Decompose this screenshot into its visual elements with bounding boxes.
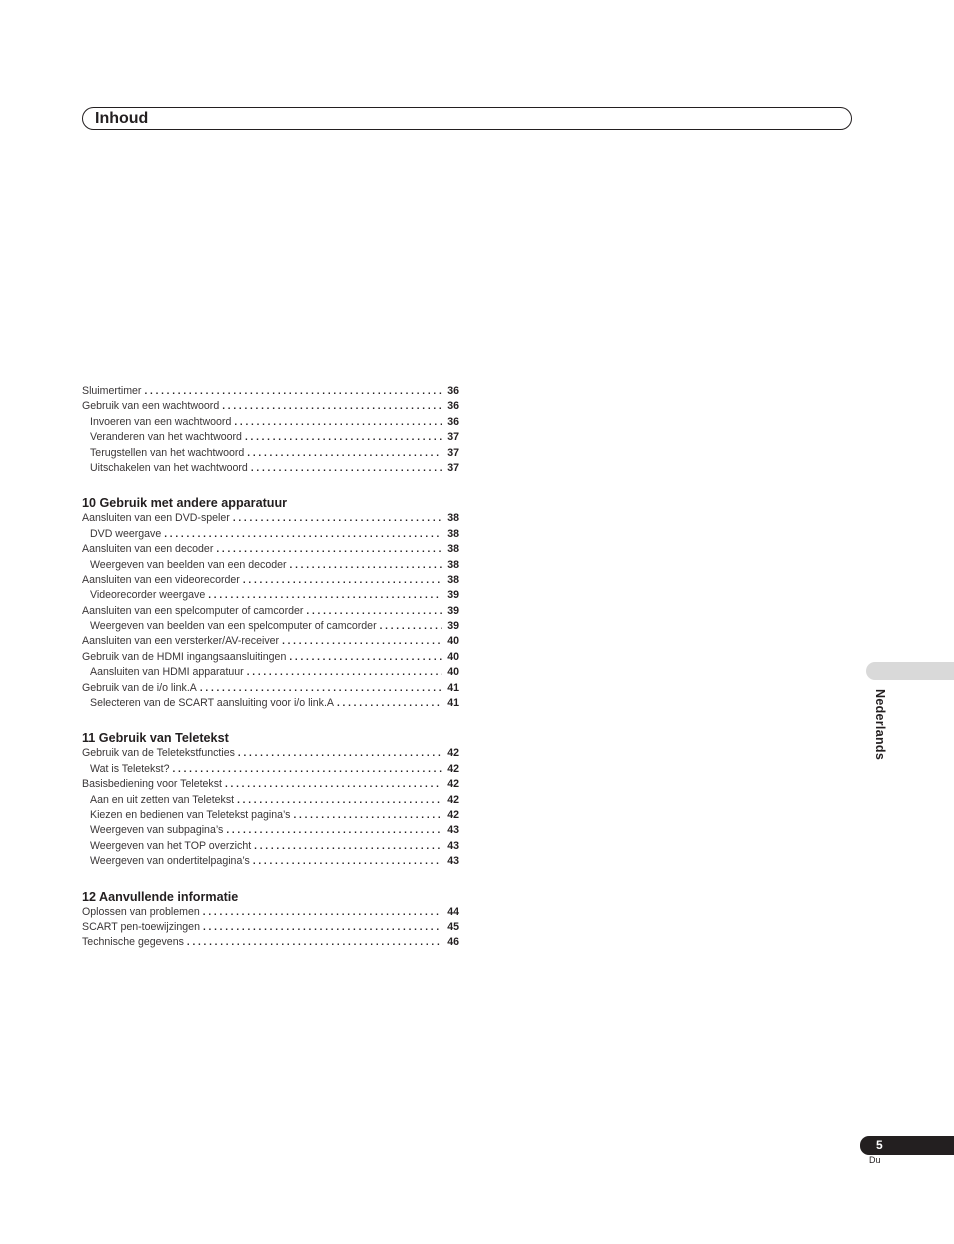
toc-entry-page: 42 (447, 762, 459, 775)
toc-leader-dots (203, 905, 442, 920)
toc-entry-page: 39 (447, 620, 459, 633)
toc-entry-title: Terugstellen van het wachtwoord (90, 446, 245, 459)
toc-entry-page: 37 (447, 431, 459, 444)
toc-entry-page: 38 (447, 512, 459, 525)
toc-leader-dots (254, 839, 442, 854)
toc-entry-page: 37 (447, 446, 459, 459)
toc-entry (82, 399, 459, 414)
toc-entry-title: Weergeven van het TOP overzicht (90, 839, 252, 852)
toc-entry (82, 588, 459, 603)
page-number: 5 (876, 1138, 883, 1152)
toc-entry (82, 634, 459, 649)
toc-entry (82, 446, 459, 461)
toc-section-heading: 12 Aanvullende informatie (82, 889, 239, 904)
page-number-tab (860, 1136, 954, 1155)
toc-entry-page: 41 (447, 697, 459, 710)
toc-entry (82, 854, 459, 869)
toc-entry (82, 461, 459, 476)
toc-entry-title: Sluimertimer (82, 385, 142, 397)
toc-entry (82, 808, 459, 823)
toc-leader-dots (233, 511, 442, 526)
toc-entry-title: Weergeven van beelden van een decoder (90, 558, 287, 571)
toc-leader-dots (247, 665, 442, 680)
toc-entry-title: Gebruik van een wachtwoord (82, 400, 220, 413)
toc-entry-page: 43 (447, 824, 459, 837)
toc-entry (82, 542, 459, 557)
toc-entry (82, 430, 459, 445)
toc-leader-dots (306, 604, 442, 619)
toc-leader-dots (247, 446, 442, 461)
toc-entry-title: Aansluiten van een videorecorder (82, 573, 240, 586)
toc-leader-dots (290, 558, 442, 573)
toc-leader-dots (225, 777, 442, 792)
toc-entry-page: 36 (447, 415, 459, 428)
toc-entry (82, 762, 459, 777)
toc-entry-title: Invoeren van een wachtwoord (90, 415, 232, 428)
toc-entry (82, 604, 459, 619)
toc-entry-page: 39 (447, 589, 459, 602)
toc-entry-page: 41 (447, 681, 459, 694)
header-bar (82, 107, 852, 130)
toc-entry-title: Veranderen van het wachtwoord (90, 431, 242, 444)
page-language-code: Du (869, 1155, 881, 1165)
toc-leader-dots (164, 527, 442, 542)
toc-entry (82, 905, 459, 920)
toc-entry-title: Weergeven van beelden van een spelcomputer of camcorder (90, 620, 377, 633)
toc-entry (82, 681, 459, 696)
toc-leader-dots (243, 573, 442, 588)
toc-leader-dots (216, 542, 442, 557)
toc-entry-page: 44 (447, 905, 459, 918)
toc-entry-title: SCART pen-toewijzingen (82, 920, 200, 933)
toc-leader-dots (289, 650, 442, 665)
toc-entry (82, 793, 459, 808)
toc-entry-title: Aansluiten van een DVD-speler (82, 512, 230, 525)
toc-entry-page: 42 (447, 778, 459, 791)
toc-leader-dots (234, 415, 442, 430)
toc-leader-dots (144, 384, 442, 399)
toc-leader-dots (203, 920, 442, 935)
toc-entry-title: Gebruik van de Teletekstfuncties (82, 747, 235, 760)
table-of-contents (82, 384, 459, 951)
language-tab (866, 662, 954, 680)
toc-entry-page: 36 (447, 400, 459, 413)
toc-entry-page: 39 (447, 604, 459, 617)
toc-entry-title: Gebruik van de i/o link.A (82, 681, 197, 694)
toc-entry-page: 40 (447, 666, 459, 679)
toc-leader-dots (238, 746, 442, 761)
toc-leader-dots (293, 808, 442, 823)
toc-entry (82, 558, 459, 573)
toc-entry (82, 573, 459, 588)
toc-entry (82, 650, 459, 665)
toc-leader-dots (237, 793, 442, 808)
toc-entry-page: 42 (447, 793, 459, 806)
toc-entry-page: 43 (447, 855, 459, 868)
toc-entry-page: 38 (447, 558, 459, 571)
toc-leader-dots (282, 634, 442, 649)
toc-entry-title: DVD weergave (90, 527, 162, 540)
toc-leader-dots (251, 461, 442, 476)
toc-entry-page: 36 (447, 385, 459, 397)
toc-entry-page: 38 (447, 543, 459, 556)
toc-entry-page: 42 (447, 747, 459, 760)
toc-entry (82, 746, 459, 761)
toc-entry-title: Aansluiten van een spelcomputer of camcorder (82, 604, 304, 617)
toc-entry-title: Technische gegevens (82, 936, 184, 949)
toc-entry-title: Aan en uit zetten van Teletekst (90, 793, 235, 806)
toc-entry (82, 415, 459, 430)
toc-entry-title: Oplossen van problemen (82, 905, 200, 918)
toc-entry-page: 40 (447, 650, 459, 663)
toc-entry-page: 38 (447, 527, 459, 540)
toc-section-heading: 11 Gebruik van Teletekst (82, 731, 229, 746)
toc-leader-dots (380, 619, 442, 634)
toc-entry-page: 42 (447, 808, 459, 821)
toc-section-heading: 10 Gebruik met andere apparatuur (82, 496, 288, 511)
toc-leader-dots (187, 935, 442, 950)
toc-entry-title: Weergeven van subpagina’s (90, 824, 224, 837)
toc-entry-page: 40 (447, 635, 459, 648)
toc-entry-title: Basisbediening voor Teletekst (82, 778, 222, 791)
toc-entry-title: Kiezen en bedienen van Teletekst pagina’s (90, 808, 291, 821)
toc-entry (82, 839, 459, 854)
toc-entry (82, 935, 459, 950)
toc-entry (82, 384, 459, 399)
toc-entry (82, 777, 459, 792)
toc-entry-title: Selecteren van de SCART aansluiting voor i/o link.A (90, 697, 334, 710)
toc-entry-title: Aansluiten van HDMI apparatuur (90, 666, 244, 679)
toc-entry (82, 823, 459, 838)
toc-leader-dots (200, 681, 442, 696)
language-label: Nederlands (873, 689, 887, 761)
toc-entry-title: Wat is Teletekst? (90, 762, 170, 775)
toc-entry-title: Aansluiten van een versterker/AV-receiver (82, 635, 280, 648)
toc-entry-page: 46 (447, 936, 459, 949)
toc-entry (82, 696, 459, 711)
toc-leader-dots (253, 854, 442, 869)
toc-entry (82, 920, 459, 935)
toc-entry-title: Weergeven van ondertitelpagina’s (90, 855, 250, 868)
toc-entry-title: Videorecorder weergave (90, 589, 206, 602)
toc-leader-dots (337, 696, 442, 711)
toc-entry-title: Uitschakelen van het wachtwoord (90, 461, 248, 474)
toc-leader-dots (172, 762, 442, 777)
toc-entry-title: Aansluiten van een decoder (82, 543, 214, 556)
page-title: Inhoud (95, 110, 149, 127)
toc-entry (82, 619, 459, 634)
toc-entry-page: 43 (447, 839, 459, 852)
toc-entry-title: Gebruik van de HDMI ingangsaansluitingen (82, 650, 287, 663)
toc-entry (82, 527, 459, 542)
toc-leader-dots (222, 399, 442, 414)
toc-leader-dots (245, 430, 442, 445)
toc-entry-page: 37 (447, 461, 459, 474)
toc-entry-page: 45 (447, 920, 459, 933)
toc-leader-dots (208, 588, 442, 603)
toc-entry (82, 665, 459, 680)
toc-entry-page: 38 (447, 573, 459, 586)
toc-entry (82, 511, 459, 526)
toc-leader-dots (226, 823, 442, 838)
